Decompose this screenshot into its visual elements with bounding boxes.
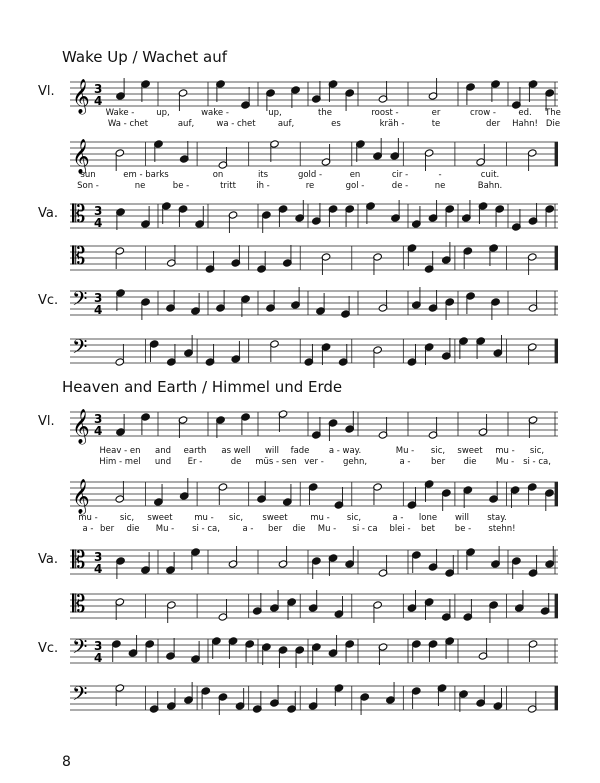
lyric-syllable: ed.	[518, 108, 532, 118]
lyric-syllable: gol -	[345, 181, 365, 191]
staff	[70, 590, 558, 622]
lyric-syllable: up,	[156, 108, 170, 118]
lyric-syllable: mu -	[78, 513, 98, 523]
lyric-syllable: mu -	[495, 446, 515, 456]
lyric-syllable: tritt	[220, 181, 236, 191]
lyric-syllable: blei -	[389, 524, 411, 534]
instrument-label: Vl.	[38, 84, 55, 99]
lyric-syllable: Bahn.	[477, 181, 503, 191]
lyric-syllable: sic,	[346, 513, 362, 523]
lyric-syllable: si - ca,	[523, 457, 551, 467]
staff	[70, 287, 558, 319]
music-staff	[70, 590, 558, 622]
lyric-syllable: ber	[99, 524, 115, 534]
lyric-syllable: and	[155, 446, 171, 456]
alto-clef-icon: 𝄡	[72, 590, 86, 618]
time-signature-digit: 4	[94, 651, 103, 665]
lyric-syllable: es	[331, 119, 341, 129]
lyric-syllable: a -	[392, 513, 404, 523]
lyric-syllable: Wake -	[105, 108, 135, 118]
lyric-syllable: die	[292, 524, 306, 534]
treble-clef-icon: 𝄞	[72, 479, 90, 514]
lyric-syllable: ver -	[304, 457, 324, 467]
time-signature-digit: 4	[94, 424, 103, 438]
lyric-syllable: er	[431, 108, 441, 118]
lyric-syllable: a -	[242, 524, 254, 534]
time-signature-digit: 4	[94, 94, 103, 108]
lyric-syllable: The	[545, 108, 561, 118]
lyric-syllable: cir -	[391, 170, 409, 180]
music-staff	[70, 682, 558, 714]
lyric-syllable: kräh -	[379, 119, 405, 129]
treble-clef-icon: 𝄞	[72, 79, 90, 114]
staff	[70, 635, 558, 667]
bass-clef-icon: 𝄢	[72, 335, 88, 363]
time-signature-digit: 3	[94, 204, 103, 218]
music-staff	[70, 335, 558, 367]
lyric-syllable: Heav - en	[99, 446, 141, 456]
lyric-syllable: earth	[183, 446, 207, 456]
lyric-syllable: re	[305, 181, 315, 191]
lyric-syllable: sweet	[262, 513, 288, 523]
music-staff	[70, 408, 558, 444]
lyric-syllable: be -	[172, 181, 190, 191]
lyric-syllable: sic,	[228, 513, 244, 523]
lyric-syllable: si - ca,	[192, 524, 220, 534]
lyric-syllable: gold -	[297, 170, 323, 180]
time-signature-digit: 3	[94, 412, 103, 426]
lyric-syllable: roost -	[371, 108, 399, 118]
staff	[70, 242, 558, 274]
music-staff	[70, 200, 558, 232]
staff	[70, 138, 558, 174]
staff	[70, 200, 558, 232]
lyric-syllable: die	[463, 457, 477, 467]
lyric-syllable: bet	[421, 524, 435, 534]
lyric-syllable: si - ca	[352, 524, 378, 534]
lyric-syllable: wa - chet	[216, 119, 256, 129]
music-staff	[70, 478, 558, 514]
treble-clef-icon: 𝄞	[72, 409, 90, 444]
lyric-syllable: sun	[80, 170, 96, 180]
page-number: 8	[62, 754, 71, 770]
time-signature-digit: 3	[94, 82, 103, 96]
treble-clef-icon: 𝄞	[72, 139, 90, 174]
lyric-syllable: müs - sen	[255, 457, 297, 467]
lyric-syllable: gehn,	[342, 457, 368, 467]
lyric-syllable: Hahn!	[512, 119, 538, 129]
lyric-syllable: sic,	[430, 446, 446, 456]
lyric-syllable: Mu -	[395, 446, 415, 456]
piece-title: Wake Up / Wachet auf	[62, 48, 227, 66]
lyric-syllable: a - way.	[328, 446, 362, 456]
lyric-syllable: -	[438, 170, 442, 180]
music-staff	[70, 287, 558, 319]
instrument-label: Vc.	[38, 641, 59, 656]
instrument-label: Vl.	[38, 414, 55, 429]
instrument-label: Va.	[38, 206, 58, 221]
lyric-syllable: em - barks	[123, 170, 169, 180]
lyric-syllable: on	[212, 170, 224, 180]
lyric-syllable: Son -	[77, 181, 99, 191]
time-signature-digit: 3	[94, 550, 103, 564]
lyric-syllable: ber	[430, 457, 446, 467]
staff	[70, 335, 558, 367]
lyric-syllable: Mu -	[495, 457, 515, 467]
lyric-syllable: auf,	[177, 119, 195, 129]
lyric-syllable: Him - mel	[99, 457, 141, 467]
lyric-syllable: cuit.	[480, 170, 500, 180]
time-signature-digit: 4	[94, 216, 103, 230]
music-staff	[70, 635, 558, 667]
time-signature-digit: 3	[94, 291, 103, 305]
music-staff	[70, 546, 558, 578]
time-signature-digit: 4	[94, 303, 103, 317]
lyric-syllable: auf,	[277, 119, 295, 129]
lyric-syllable: Wa - chet	[107, 119, 149, 129]
lyric-syllable: und	[154, 457, 172, 467]
lyric-syllable: die	[126, 524, 140, 534]
bass-clef-icon: 𝄢	[72, 635, 88, 663]
alto-clef-icon: 𝄡	[72, 546, 86, 574]
lyric-syllable: Mu -	[317, 524, 337, 534]
lyric-syllable: de -	[391, 181, 409, 191]
lyric-syllable: will	[454, 513, 470, 523]
lyric-syllable: ne	[134, 181, 146, 191]
music-staff	[70, 242, 558, 274]
lyric-syllable: Er -	[187, 457, 203, 467]
lyric-syllable: mu -	[194, 513, 214, 523]
lyric-syllable: mu -	[310, 513, 330, 523]
lyric-syllable: be -	[454, 524, 472, 534]
lyric-syllable: stehn!	[488, 524, 516, 534]
lyric-syllable: ber	[267, 524, 283, 534]
lyric-syllable: the	[318, 108, 332, 118]
lyric-syllable: will	[264, 446, 280, 456]
piece-title: Heaven and Earth / Himmel und Erde	[62, 378, 343, 396]
lyric-syllable: a -	[399, 457, 411, 467]
instrument-label: Vc.	[38, 293, 59, 308]
staff	[70, 546, 558, 578]
bass-clef-icon: 𝄢	[72, 682, 88, 710]
lyric-syllable: wake -	[201, 108, 229, 118]
lyric-syllable: as well	[221, 446, 251, 456]
bass-clef-icon: 𝄢	[72, 287, 88, 315]
lyric-syllable: der	[485, 119, 501, 129]
lyric-syllable: sic,	[529, 446, 545, 456]
time-signature-digit: 4	[94, 562, 103, 576]
staff	[70, 478, 558, 514]
lyric-syllable: ne	[434, 181, 446, 191]
instrument-label: Va.	[38, 552, 58, 567]
lyric-syllable: te	[431, 119, 441, 129]
lyric-syllable: sweet	[457, 446, 483, 456]
lyric-syllable: fade	[290, 446, 310, 456]
staff	[70, 682, 558, 714]
time-signature-digit: 3	[94, 639, 103, 653]
lyric-syllable: crow -	[470, 108, 496, 118]
lyric-syllable: de	[230, 457, 242, 467]
lyric-syllable: stay.	[487, 513, 507, 523]
lyric-syllable: up,	[268, 108, 282, 118]
alto-clef-icon: 𝄡	[72, 200, 86, 228]
alto-clef-icon: 𝄡	[72, 242, 86, 270]
lyric-syllable: sic,	[119, 513, 135, 523]
lyric-syllable: its	[257, 170, 269, 180]
lyric-syllable: Die	[545, 119, 561, 129]
lyric-syllable: sweet	[147, 513, 173, 523]
music-staff	[70, 138, 558, 174]
lyric-syllable: a -	[82, 524, 94, 534]
lyric-syllable: ih -	[256, 181, 270, 191]
staff	[70, 408, 558, 444]
lyric-syllable: Mu -	[155, 524, 175, 534]
lyric-syllable: en	[349, 170, 361, 180]
lyric-syllable: lone	[418, 513, 438, 523]
